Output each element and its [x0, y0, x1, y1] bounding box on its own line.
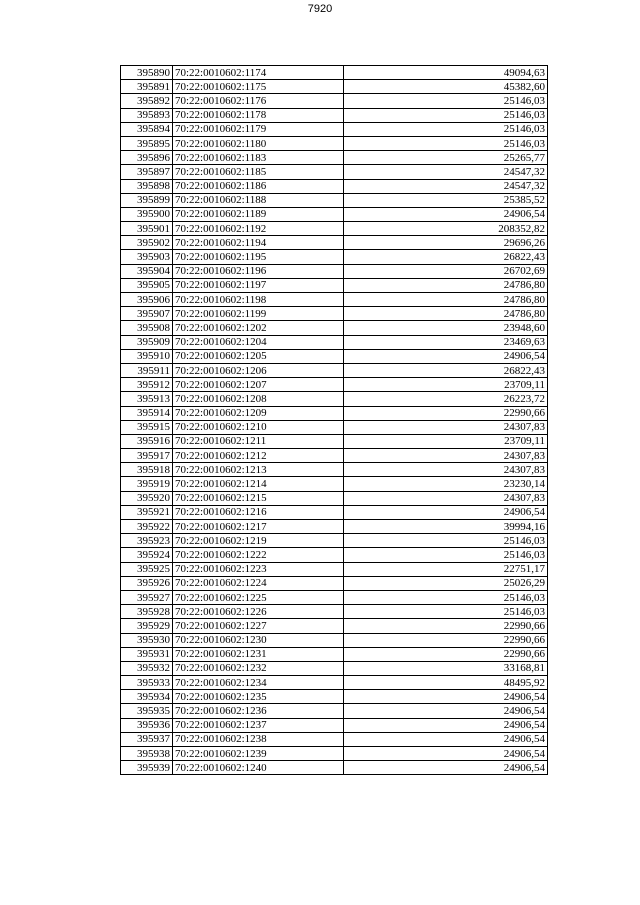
- row-number-cell: 395913: [121, 392, 173, 406]
- table-row: [121, 222, 548, 236]
- value-cell: 25146,03: [344, 94, 548, 108]
- cadastral-number-cell: 70:22:0010602:1213: [173, 463, 344, 477]
- value-cell: 24547,32: [344, 179, 548, 193]
- row-number-cell: 395894: [121, 122, 173, 136]
- table-row: [121, 122, 548, 136]
- row-number-cell: 395912: [121, 378, 173, 392]
- value-cell: 25146,03: [344, 548, 548, 562]
- row-number-cell: 395938: [121, 747, 173, 761]
- value-cell: 25265,77: [344, 151, 548, 165]
- row-number-cell: 395901: [121, 222, 173, 236]
- cadastral-number-cell: 70:22:0010602:1175: [173, 80, 344, 94]
- row-number-cell: 395900: [121, 207, 173, 221]
- cadastral-number-cell: 70:22:0010602:1185: [173, 165, 344, 179]
- cadastral-number-cell: 70:22:0010602:1236: [173, 704, 344, 718]
- value-cell: 22751,17: [344, 562, 548, 576]
- value-cell: 24906,54: [344, 732, 548, 746]
- cadastral-number-cell: 70:22:0010602:1180: [173, 136, 344, 150]
- value-cell: 29696,26: [344, 236, 548, 250]
- value-cell: 24307,83: [344, 491, 548, 505]
- cadastral-number-cell: 70:22:0010602:1216: [173, 505, 344, 519]
- value-cell: 22990,66: [344, 647, 548, 661]
- cadastral-number-cell: 70:22:0010602:1217: [173, 520, 344, 534]
- cadastral-number-cell: 70:22:0010602:1219: [173, 534, 344, 548]
- cadastral-number-cell: 70:22:0010602:1174: [173, 66, 344, 80]
- cadastral-number-cell: 70:22:0010602:1215: [173, 491, 344, 505]
- cadastral-number-cell: 70:22:0010602:1223: [173, 562, 344, 576]
- value-cell: 24906,54: [344, 704, 548, 718]
- row-number-cell: 395936: [121, 718, 173, 732]
- row-number-cell: 395931: [121, 647, 173, 661]
- row-number-cell: 395932: [121, 661, 173, 675]
- cadastral-number-cell: 70:22:0010602:1195: [173, 250, 344, 264]
- cadastral-number-cell: 70:22:0010602:1196: [173, 264, 344, 278]
- table-row: [121, 718, 548, 732]
- cadastral-number-cell: 70:22:0010602:1176: [173, 94, 344, 108]
- row-number-cell: 395921: [121, 505, 173, 519]
- value-cell: 26223,72: [344, 392, 548, 406]
- cadastral-number-cell: 70:22:0010602:1178: [173, 108, 344, 122]
- table-row: [121, 548, 548, 562]
- value-cell: 25146,03: [344, 108, 548, 122]
- row-number-cell: 395917: [121, 449, 173, 463]
- table-row: [121, 534, 548, 548]
- table-row: [121, 193, 548, 207]
- row-number-cell: 395908: [121, 321, 173, 335]
- cadastral-number-cell: 70:22:0010602:1189: [173, 207, 344, 221]
- value-cell: 22990,66: [344, 619, 548, 633]
- page-number: 7920: [307, 3, 333, 15]
- table-row: [121, 207, 548, 221]
- value-cell: 23948,60: [344, 321, 548, 335]
- row-number-cell: 395916: [121, 434, 173, 448]
- cadastral-number-cell: 70:22:0010602:1202: [173, 321, 344, 335]
- value-cell: 26822,43: [344, 250, 548, 264]
- value-cell: 48495,92: [344, 676, 548, 690]
- table-row: [121, 406, 548, 420]
- cadastral-number-cell: 70:22:0010602:1199: [173, 307, 344, 321]
- table-row: [121, 293, 548, 307]
- row-number-cell: 395934: [121, 690, 173, 704]
- row-number-cell: 395920: [121, 491, 173, 505]
- row-number-cell: 395910: [121, 349, 173, 363]
- row-number-cell: 395935: [121, 704, 173, 718]
- row-number-cell: 395923: [121, 534, 173, 548]
- cadastral-number-cell: 70:22:0010602:1222: [173, 548, 344, 562]
- table-row: [121, 108, 548, 122]
- value-cell: 24906,54: [344, 718, 548, 732]
- row-number-cell: 395893: [121, 108, 173, 122]
- value-cell: 24307,83: [344, 449, 548, 463]
- cadastral-number-cell: 70:22:0010602:1186: [173, 179, 344, 193]
- value-cell: 39994,16: [344, 520, 548, 534]
- value-cell: 33168,81: [344, 661, 548, 675]
- row-number-cell: 395926: [121, 576, 173, 590]
- row-number-cell: 395905: [121, 278, 173, 292]
- value-cell: 25146,03: [344, 605, 548, 619]
- table-row: [121, 690, 548, 704]
- row-number-cell: 395939: [121, 761, 173, 775]
- row-number-cell: 395896: [121, 151, 173, 165]
- table-row: [121, 732, 548, 746]
- value-cell: 24906,54: [344, 207, 548, 221]
- value-cell: 23230,14: [344, 477, 548, 491]
- row-number-cell: 395911: [121, 363, 173, 377]
- table-row: [121, 463, 548, 477]
- row-number-cell: 395909: [121, 335, 173, 349]
- value-cell: 23709,11: [344, 378, 548, 392]
- value-cell: 49094,63: [344, 66, 548, 80]
- row-number-cell: 395891: [121, 80, 173, 94]
- table-row: [121, 633, 548, 647]
- cadastral-number-cell: 70:22:0010602:1207: [173, 378, 344, 392]
- table-row: [121, 94, 548, 108]
- value-cell: 24906,54: [344, 747, 548, 761]
- row-number-cell: 395928: [121, 605, 173, 619]
- row-number-cell: 395930: [121, 633, 173, 647]
- registry-table: [120, 65, 548, 775]
- cadastral-number-cell: 70:22:0010602:1232: [173, 661, 344, 675]
- value-cell: 25026,29: [344, 576, 548, 590]
- table-row: [121, 278, 548, 292]
- cadastral-number-cell: 70:22:0010602:1237: [173, 718, 344, 732]
- value-cell: 25146,03: [344, 534, 548, 548]
- cadastral-number-cell: 70:22:0010602:1192: [173, 222, 344, 236]
- value-cell: 24906,54: [344, 505, 548, 519]
- table-row: [121, 477, 548, 491]
- table-row: [121, 605, 548, 619]
- row-number-cell: 395902: [121, 236, 173, 250]
- table-row: [121, 236, 548, 250]
- cadastral-number-cell: 70:22:0010602:1226: [173, 605, 344, 619]
- row-number-cell: 395933: [121, 676, 173, 690]
- table-row: [121, 136, 548, 150]
- row-number-cell: 395906: [121, 293, 173, 307]
- cadastral-number-cell: 70:22:0010602:1210: [173, 420, 344, 434]
- row-number-cell: 395892: [121, 94, 173, 108]
- row-number-cell: 395897: [121, 165, 173, 179]
- table-row: [121, 420, 548, 434]
- table-row: [121, 80, 548, 94]
- row-number-cell: 395919: [121, 477, 173, 491]
- row-number-cell: 395904: [121, 264, 173, 278]
- value-cell: 24786,80: [344, 307, 548, 321]
- table-row: [121, 761, 548, 775]
- table-row: [121, 661, 548, 675]
- value-cell: 22990,66: [344, 406, 548, 420]
- value-cell: 208352,82: [344, 222, 548, 236]
- table-row: [121, 250, 548, 264]
- table-row: [121, 179, 548, 193]
- value-cell: 22990,66: [344, 633, 548, 647]
- table-row: [121, 307, 548, 321]
- table-row: [121, 335, 548, 349]
- registry-table-body: [121, 66, 548, 775]
- cadastral-number-cell: 70:22:0010602:1240: [173, 761, 344, 775]
- table-row: [121, 747, 548, 761]
- cadastral-number-cell: 70:22:0010602:1238: [173, 732, 344, 746]
- cadastral-number-cell: 70:22:0010602:1225: [173, 590, 344, 604]
- cadastral-number-cell: 70:22:0010602:1179: [173, 122, 344, 136]
- row-number-cell: 395922: [121, 520, 173, 534]
- value-cell: 24307,83: [344, 420, 548, 434]
- row-number-cell: 395890: [121, 66, 173, 80]
- table-row: [121, 676, 548, 690]
- table-row: [121, 590, 548, 604]
- cadastral-number-cell: 70:22:0010602:1211: [173, 434, 344, 448]
- table-row: [121, 704, 548, 718]
- value-cell: 25146,03: [344, 590, 548, 604]
- cadastral-number-cell: 70:22:0010602:1231: [173, 647, 344, 661]
- cadastral-number-cell: 70:22:0010602:1183: [173, 151, 344, 165]
- table-row: [121, 165, 548, 179]
- cadastral-number-cell: 70:22:0010602:1208: [173, 392, 344, 406]
- cadastral-number-cell: 70:22:0010602:1188: [173, 193, 344, 207]
- cadastral-number-cell: 70:22:0010602:1204: [173, 335, 344, 349]
- table-row: [121, 349, 548, 363]
- cadastral-number-cell: 70:22:0010602:1235: [173, 690, 344, 704]
- table-row: [121, 321, 548, 335]
- row-number-cell: 395899: [121, 193, 173, 207]
- value-cell: 45382,60: [344, 80, 548, 94]
- cadastral-number-cell: 70:22:0010602:1206: [173, 363, 344, 377]
- row-number-cell: 395937: [121, 732, 173, 746]
- value-cell: 25385,52: [344, 193, 548, 207]
- cadastral-number-cell: 70:22:0010602:1214: [173, 477, 344, 491]
- table-row: [121, 363, 548, 377]
- table-row: [121, 378, 548, 392]
- row-number-cell: 395927: [121, 590, 173, 604]
- table-row: [121, 392, 548, 406]
- table-row: [121, 576, 548, 590]
- value-cell: 24906,54: [344, 761, 548, 775]
- value-cell: 25146,03: [344, 122, 548, 136]
- row-number-cell: 395907: [121, 307, 173, 321]
- row-number-cell: 395898: [121, 179, 173, 193]
- cadastral-number-cell: 70:22:0010602:1239: [173, 747, 344, 761]
- row-number-cell: 395895: [121, 136, 173, 150]
- table-row: [121, 505, 548, 519]
- table-row: [121, 434, 548, 448]
- cadastral-number-cell: 70:22:0010602:1227: [173, 619, 344, 633]
- value-cell: 23709,11: [344, 434, 548, 448]
- value-cell: 24786,80: [344, 278, 548, 292]
- value-cell: 26702,69: [344, 264, 548, 278]
- cadastral-number-cell: 70:22:0010602:1212: [173, 449, 344, 463]
- row-number-cell: 395925: [121, 562, 173, 576]
- table-row: [121, 562, 548, 576]
- row-number-cell: 395915: [121, 420, 173, 434]
- row-number-cell: 395924: [121, 548, 173, 562]
- value-cell: 24906,54: [344, 690, 548, 704]
- table-row: [121, 647, 548, 661]
- cadastral-number-cell: 70:22:0010602:1194: [173, 236, 344, 250]
- row-number-cell: 395914: [121, 406, 173, 420]
- table-row: [121, 449, 548, 463]
- row-number-cell: 395903: [121, 250, 173, 264]
- cadastral-number-cell: 70:22:0010602:1234: [173, 676, 344, 690]
- cadastral-number-cell: 70:22:0010602:1224: [173, 576, 344, 590]
- cadastral-number-cell: 70:22:0010602:1209: [173, 406, 344, 420]
- value-cell: 25146,03: [344, 136, 548, 150]
- row-number-cell: 395918: [121, 463, 173, 477]
- cadastral-number-cell: 70:22:0010602:1230: [173, 633, 344, 647]
- value-cell: 24906,54: [344, 349, 548, 363]
- table-row: [121, 619, 548, 633]
- value-cell: 23469,63: [344, 335, 548, 349]
- cadastral-number-cell: 70:22:0010602:1205: [173, 349, 344, 363]
- value-cell: 24307,83: [344, 463, 548, 477]
- value-cell: 24786,80: [344, 293, 548, 307]
- value-cell: 24547,32: [344, 165, 548, 179]
- table-row: [121, 151, 548, 165]
- table-row: [121, 491, 548, 505]
- table-row: [121, 66, 548, 80]
- table-row: [121, 264, 548, 278]
- cadastral-number-cell: 70:22:0010602:1197: [173, 278, 344, 292]
- row-number-cell: 395929: [121, 619, 173, 633]
- table-row: [121, 520, 548, 534]
- cadastral-number-cell: 70:22:0010602:1198: [173, 293, 344, 307]
- value-cell: 26822,43: [344, 363, 548, 377]
